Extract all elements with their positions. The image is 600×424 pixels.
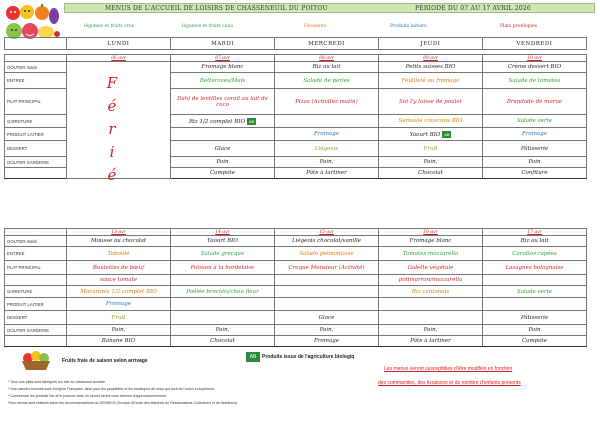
date-cell: 16-avr [379,229,483,236]
category-protein: Plats protéiques [500,24,538,29]
menu-cell: Compote [483,336,587,347]
menu-cell: Glace [171,141,275,157]
menu-cell: Pain, [379,157,483,168]
menu-cell: Fruit [67,311,171,325]
menu-cell: Chocolat [379,168,483,179]
menu-cell: Feuilleté au fromage [379,73,483,89]
row-label [5,168,67,179]
menu-text: Riz 1/2 complet BIO [189,118,245,125]
menu-title: MENUS DE L'ACCUEIL DE LOISIRS DE CHASSENEUIL DU POITOU [105,5,328,12]
warning-line-2: des commandes, des livraisons et du nombre d'enfants présents [378,380,521,386]
holiday-letter: i [109,143,115,161]
row-label: DESSERT [5,311,67,325]
menu-cell: Dahl de lentilles corail au lait de coco [171,89,275,115]
category-cooked-veg: légumes et fruits cuits [182,24,234,29]
menu-cell: Salade de perles [275,73,379,89]
menu-cell: Croque Monsieur (Activité) [275,261,379,275]
menu-cell: Compote [171,168,275,179]
menu-cell [171,298,275,311]
menu-cell: Glace [275,311,379,325]
menu-cell: Poêlée brocolis/chou fleur [171,286,275,298]
day-monday: LUNDI [67,38,171,50]
row-label: GARNITURE [5,115,67,128]
menu-cell: Sot l'y laisse de poulet [379,89,483,115]
menu-cell: Pain [483,157,587,168]
menu-cell: Pâte à tartiner [379,336,483,347]
spacer [5,179,587,229]
holiday-letter: F [106,74,118,92]
menu-cell [275,275,379,286]
menu-cell: Fromage [275,336,379,347]
menu-cell: Boulettes de bœuf [67,261,171,275]
menu-cell: Fromage [483,128,587,141]
row-label: GOUTER matin [5,62,67,73]
menu-cell: Lasagnes bolognaise [483,261,587,275]
menu-cell: Confiture [483,168,587,179]
menu-cell: Salade verte [483,115,587,128]
menu-cell: Mousse au chocolat [67,236,171,247]
menu-text: Yaourt BIO [409,131,441,138]
menu-cell: Riz cantonais [379,286,483,298]
menu-cell: Pain, [67,325,171,336]
date-cell: 14-avr [171,229,275,236]
organic-badge-icon: AB [246,352,260,362]
menu-cell: Pâtisserie [483,311,587,325]
row-label: DESSERT [5,141,67,157]
menu-cell: Taboulé [67,247,171,261]
menu-cell: Petits suisses BIO [379,62,483,73]
menu-cell: Pain, [171,325,275,336]
holiday-label [105,72,119,187]
day-thursday: JEUDI [379,38,483,50]
menu-cell: Chocolat [171,336,275,347]
day-tuesday: MARDI [171,38,275,50]
holiday-letter: r [108,120,116,138]
menu-cell: Riz au lait [483,236,587,247]
menu-cell [171,115,275,128]
menu-table [4,37,587,347]
organic-badge-icon: AB [248,118,255,124]
menu-cell: Carottes rapées [483,247,587,261]
row-label [5,336,67,347]
date-cell: 09-avr [379,55,483,62]
row-label: GARNITURE [5,286,67,298]
category-legend [64,22,595,34]
menu-cell [379,298,483,311]
menu-cell: Fruit [379,141,483,157]
row-label: PRODUIT LAITIER [5,298,67,311]
menu-cell: Crème dessert BIO [483,62,587,73]
day-wednesday: MERCREDI [275,38,379,50]
menu-cell [275,115,379,128]
footnote: * Nos viandes bovines sont d'origine Française, ainsi pour les paupiettes et les escalopes de veau qui sont de l'union européenne. [8,387,215,391]
menu-cell: Macaronis 1/2 complet BIO [67,286,171,298]
menu-cell: Pain, [275,157,379,168]
date-cell: 13-avr [67,229,171,236]
menu-cell [275,286,379,298]
menu-cell: Riz au lait [275,62,379,73]
menu-cell: Salade grecque [171,247,275,261]
organic-label: Produits issus de l'agriculture biologiq [262,354,355,360]
menu-cell [483,298,587,311]
footnote: * Tous nos plats sont fabriqués sur site au restaurant scolaire. [8,380,107,384]
date-label [5,55,67,62]
category-raw-veg: légumes et fruits crus [84,24,135,29]
menu-cell: Fromage blanc [171,62,275,73]
category-starch: Féculents [304,24,327,29]
menu-cell [379,128,483,141]
warning-line-1: Les menus seront susceptibles d'être modifiés en fonction [384,366,513,372]
menu-cell: Salade piémontaise [275,247,379,261]
row-label: PLAT PRINCIPAL [5,89,67,115]
row-label: PRODUIT LAITIER [5,128,67,141]
organic-badge-icon: AB [444,131,450,137]
menu-cell: Fromage blanc [379,236,483,247]
menu-cell: Pain, [275,325,379,336]
menu-cell [171,128,275,141]
row-label: GOUTER GARDERIE [5,325,67,336]
menu-cell: Semoule couscous BIO [379,115,483,128]
menu-cell: Poisson à la bordelaise [171,261,275,275]
menu-cell: Salade de tomates [483,73,587,89]
menu-cell: Fromage [67,298,171,311]
holiday-letter: é [107,97,117,115]
menu-cell: Liégeois [275,141,379,157]
date-cell: 06-avr [67,55,171,62]
date-cell: 15-avr [275,229,379,236]
menu-cell: Pain [483,325,587,336]
row-label: GOUTER GARDERIE [5,157,67,168]
menu-cell: Pâtisserie [483,141,587,157]
row-label [5,275,67,286]
menu-cell: Pizza (Activités matin) [275,89,379,115]
menu-cell: Banane BIO [67,336,171,347]
header-banner [64,3,595,13]
row-label: ENTREE [5,73,67,89]
menu-cell: Tomates mozzarella [379,247,483,261]
menu-cell [171,311,275,325]
row-label: ENTREE [5,247,67,261]
menu-cell: Yaourt BIO [171,236,275,247]
menu-cell: Galette végétale [379,261,483,275]
day-friday: VENDREDI [483,38,587,50]
date-label [5,229,67,236]
menu-cell [379,311,483,325]
category-dairy: Produits laitiers [390,24,427,29]
menu-cell: Pâte à tartiner [275,168,379,179]
menu-cell: Betteraves/Maïs [171,73,275,89]
date-cell: 08-avr [275,55,379,62]
menu-cell: Salade verte [483,286,587,298]
menu-cell [483,275,587,286]
footnote: *Nos menus sont réalisés selon les recommandations du GEMRCN (Groupe d'Etude des Marchés de Restaurations Collectives et de Nutritions) [8,401,238,405]
menu-cell: Liégeois chocolat/vanille [275,236,379,247]
menu-cell: potimarron/mozzarella [379,275,483,286]
holiday-letter: é [107,166,117,184]
menu-cell: Pain [171,157,275,168]
menu-cell: Fromage [275,128,379,141]
row-label: PLAT PRINCIPAL [5,261,67,275]
date-cell: 07-avr [171,55,275,62]
menu-cell: Brandade de morue [483,89,587,115]
footnote: * Concernant les produits Bio et le poisson frais, ils seront servis sous réserve d'approvisionnement. [8,394,167,398]
menu-cell: sauce tomate [67,275,171,286]
date-cell: 10-avr [483,55,587,62]
fruit-basket-icon [20,351,52,371]
menu-cell [275,298,379,311]
seasonal-fruits-label: Fruits frais de saison selon arrivage [62,358,148,364]
menu-cell [171,275,275,286]
menu-cell: Pain, [379,325,483,336]
period-label: PÉRIODE DU 07 AU 17 AVRIL 2026 [415,5,531,12]
date-cell: 17-avr [483,229,587,236]
corner-cell [5,38,67,50]
row-label: GOUTER matin [5,236,67,247]
